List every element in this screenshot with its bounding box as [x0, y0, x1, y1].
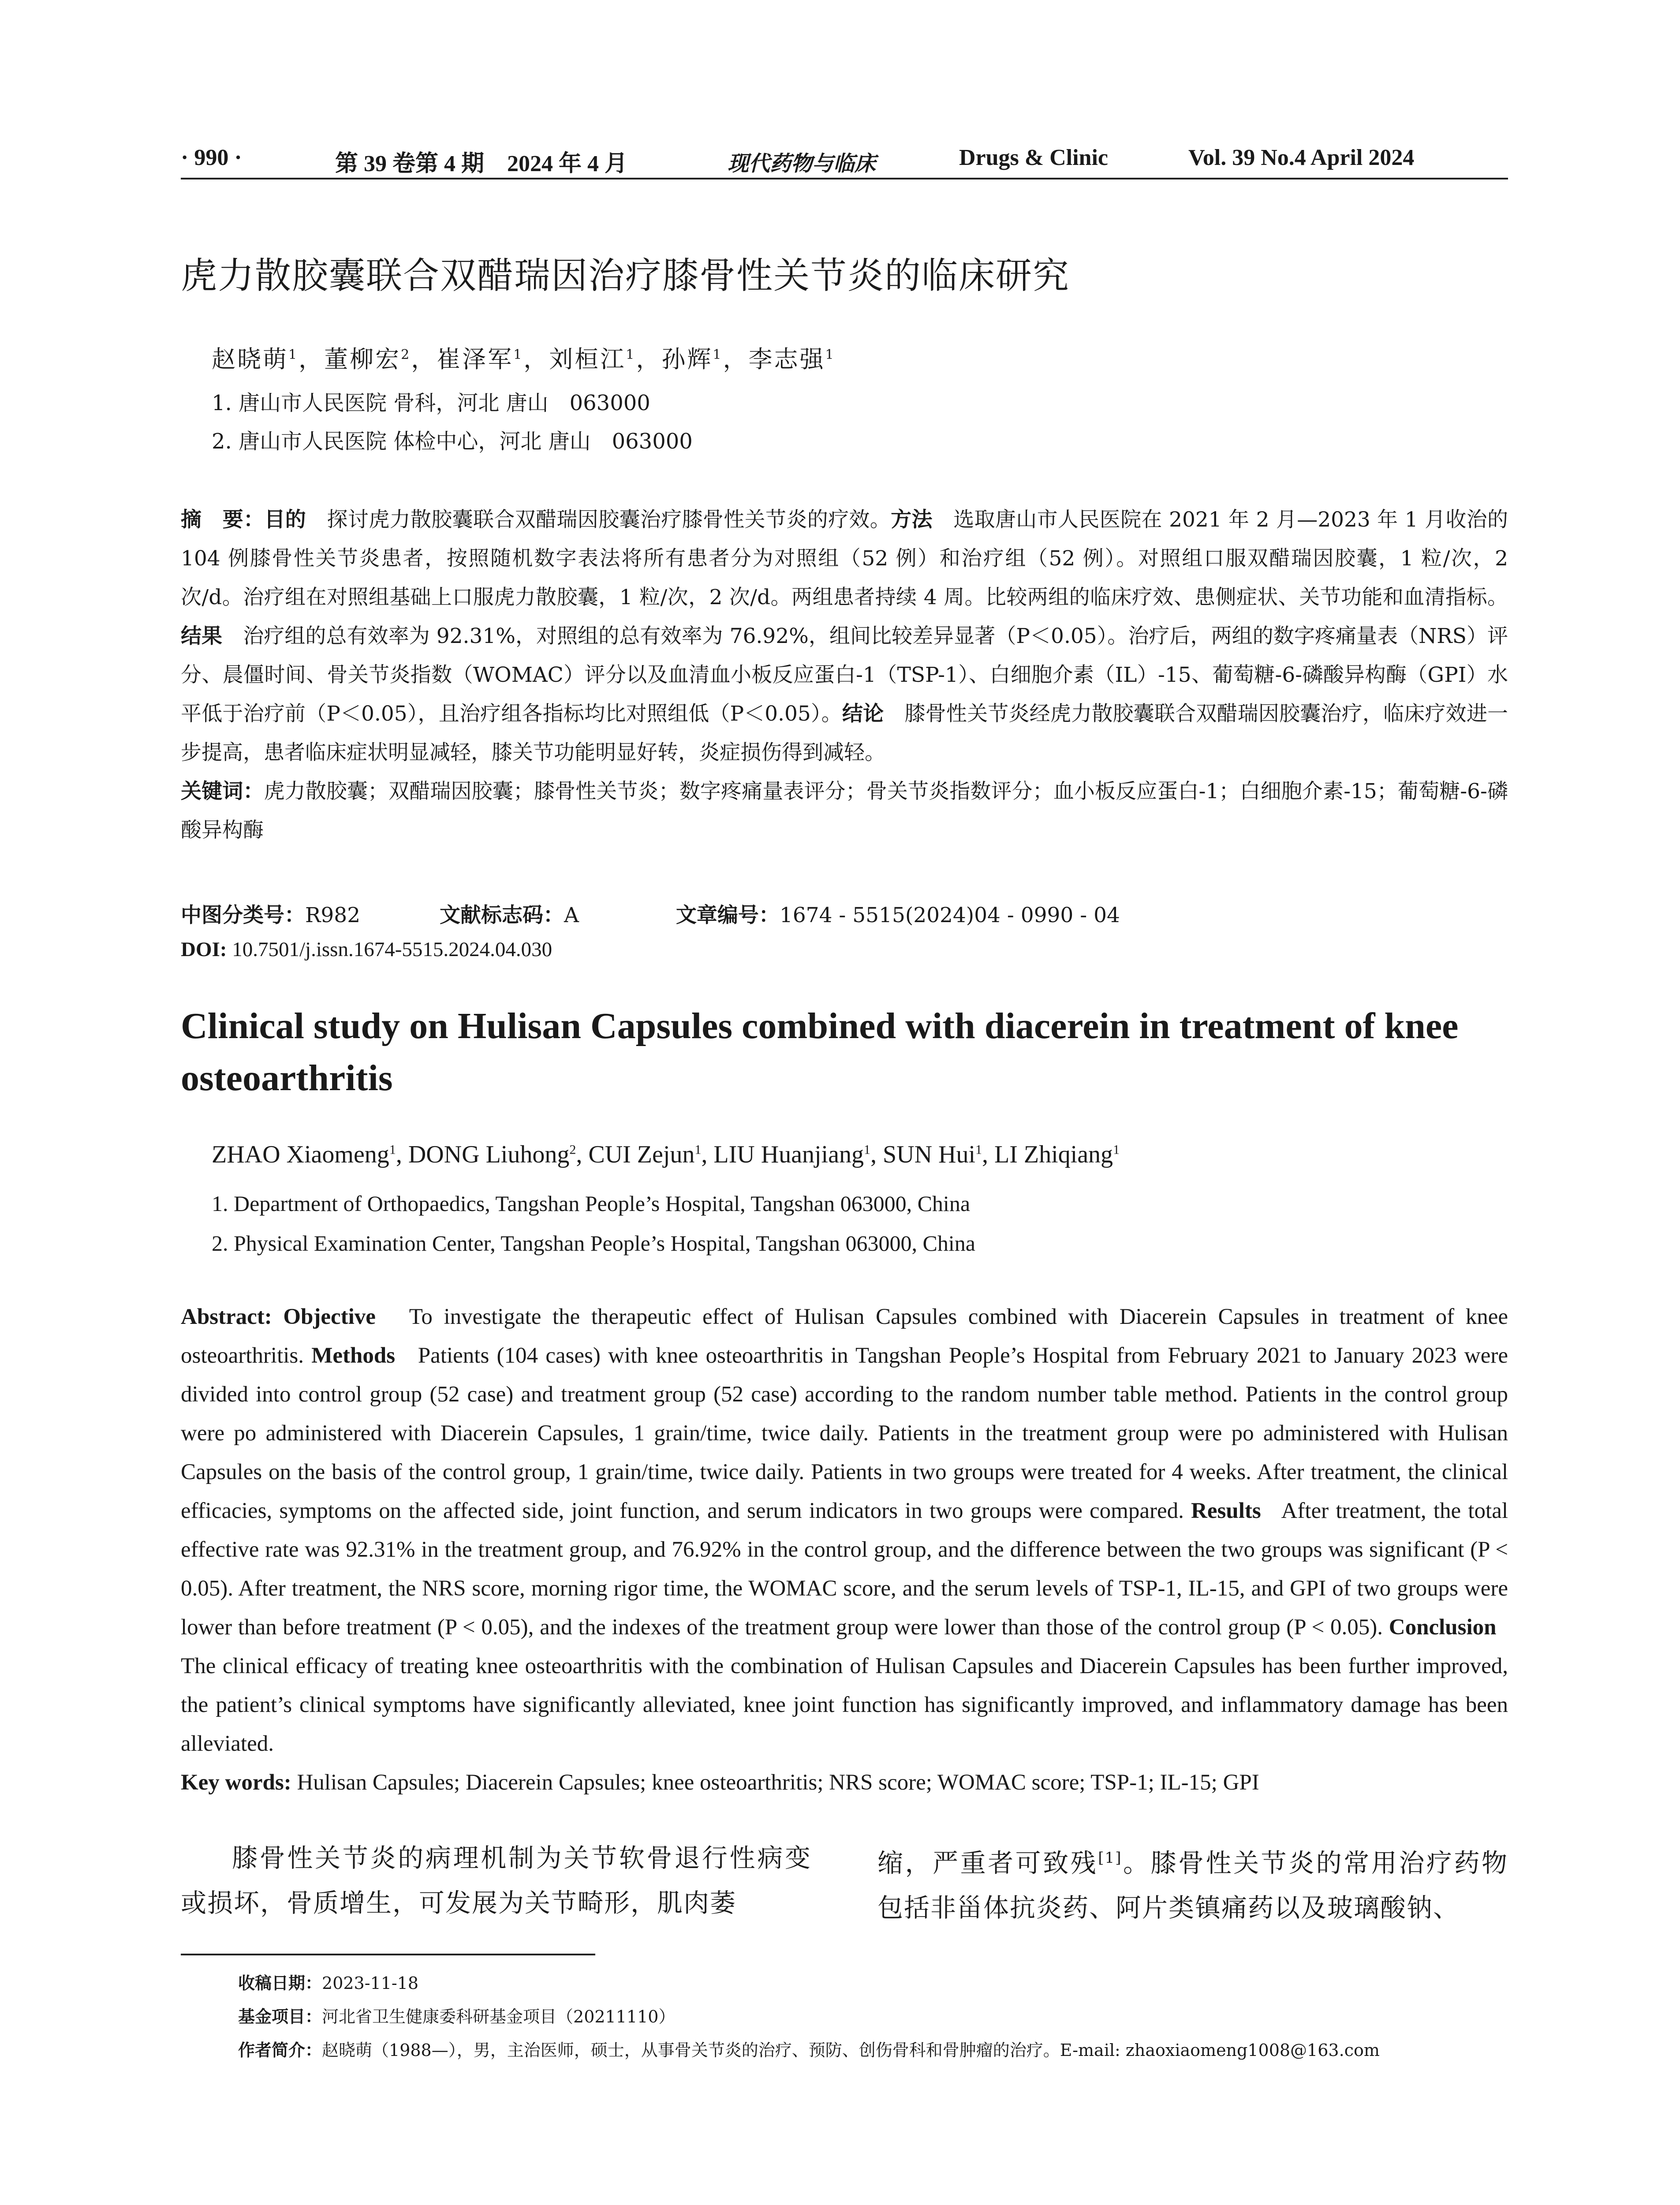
- page-number: · 990 ·: [181, 145, 242, 170]
- volume-en: Vol. 39 No.4 April 2024: [1188, 145, 1415, 170]
- english-authors: ZHAO Xiaomeng$^1$, DONG Liuhong$^2$, CUI Zejun$^1$, LIU Huanjiang$^1$, SUN Hui$^1$, LI Zhiqiang$^1$: [212, 1141, 1120, 1168]
- header-rule: [181, 178, 1508, 179]
- body-text-right-column: 缩，严重者可致残[1]。膝骨性关节炎的常用治疗药物包括非甾体抗炎药、阿片类镇痛药以及玻璃酸钠、: [877, 1848, 1508, 1923]
- chinese-authors: 赵晓萌$^1$，董柳宏$^2$，崔泽军$^1$，刘桓江$^1$，孙辉$^1$，李志强$^1$: [212, 345, 836, 373]
- running-header: [181, 140, 1508, 176]
- classification-line: 中图分类号：R982 文献标志码：A 文章编号：1674 - 5515(2024)04 - 0990 - 04: [181, 903, 1120, 927]
- journal-name-en: Drugs & Clinic: [959, 145, 1108, 170]
- chinese-affiliation-2: 2. 唐山市人民医院 体检中心，河北 唐山 063000: [212, 429, 693, 454]
- english-affiliation-2: 2. Physical Examination Center, Tangshan People’s Hospital, Tangshan 063000, China: [212, 1231, 975, 1256]
- journal-name-cn: 现代药物与临床: [728, 151, 876, 176]
- doi-line: DOI: 10.7501/j.issn.1674-5515.2024.04.030: [181, 938, 553, 961]
- english-abstract: Abstract: Objective To investigate the therapeutic effect of Hulisan Capsules combined with Diacerein Capsules in treatment of knee osteoarthritis. Methods Patients (104 cases) with knee osteoarthritis in Tangshan People’s Hospital from February 2021 to January 2023 were divided into control group (52 case) and treatment group (52 case) according to the random number table method. Patients in the control group were po administered with Diacerein Capsules, 1 grain/time, twice daily. Patients in the treatment group were po administered with Hulisan Capsules on the basis of the control group, 1 grain/time, twice daily. Patients in two groups were treated for 4 weeks. After treatment, the clinical efficacies, symptoms on the affected side, joint function, and serum indicators in two groups were compared. Results After treatment, the total effective rate was 92.31% in the treatment group, and 76.92% in the control group, and the difference between the two groups was significant (P < 0.05). After treatment, the NRS score, morning rigor time, the WOMAC score, and the serum levels of TSP-1, IL-15, and GPI of two groups were lower than before treatment (P < 0.05), and the indexes of the treatment group were lower than those of the control group (P < 0.05). Conclusion The clinical efficacy of treating knee osteoarthritis with the combination of Hulisan Capsules and Diacerein Capsules has been further improved, the patient’s clinical symptoms have significantly alleviated, knee joint function has significantly improved, and inflammatory damage has been alleviated. Key words: Hulisan Capsules; Diacerein Capsules; knee osteoarthritis; NRS score; WOMAC score; TSP-1; IL-15; GPI: [181, 1304, 1508, 1795]
- footnote-author: 作者简介：赵晓萌（1988—），男，主治医师，硕士，从事骨关节炎的治疗、预防、创伤骨科和骨肿瘤的治疗。E-mail: zhaoxiaomeng1008@163.com: [238, 2041, 1380, 2060]
- chinese-title: 虎力散胶囊联合双醋瑞因治疗膝骨性关节炎的临床研究: [181, 255, 1070, 297]
- chinese-affiliation-1: 1. 唐山市人民医院 骨科，河北 唐山 063000: [212, 391, 650, 415]
- volume-cn: 第 39 卷第 4 期 2024 年 4 月: [335, 151, 628, 176]
- chinese-abstract: 摘 要：目的 探讨虎力散胶囊联合双醋瑞因胶囊治疗膝骨性关节炎的疗效。方法 选取唐山市人民医院在 2021 年 2 月—2023 年 1 月收治的 104 例膝骨性关节炎患者，按照随机数字表法将所有患者分为对照组（52 例）和治疗组（52 例）。对照组口服双醋瑞因胶囊，1 粒/次，2 次/d。治疗组在对照组基础上口服虎力散胶囊，1 粒/次，2 次/d。两组患者持续 4 周。比较两组的临床疗效、患侧症状、关节功能和血清指标。结果 治疗组的总有效率为 92.31%，对照组的总有效率为 76.92%，组间比较差异显著（P＜0.05）。治疗后，两组的数字疼痛量表（NRS）评分、晨僵时间、骨关节炎指数（WOMAC）评分以及血清血小板反应蛋白-1（TSP-1）、白细胞介素（IL）-15、葡萄糖-6-磷酸异构酶（GPI）水平低于治疗前（P＜0.05），且治疗组各指标均比对照组低（P＜0.05）。结论 膝骨性关节炎经虎力散胶囊联合双醋瑞因胶囊治疗，临床疗效进一步提高，患者临床症状明显减轻，膝关节功能明显好转，炎症损伤得到减轻。 关键词：虎力散胶囊；双醋瑞因胶囊；膝骨性关节炎；数字疼痛量表评分；骨关节炎指数评分；血小板反应蛋白-1；白细胞介素-15；葡萄糖-6-磷酸异构酶: [181, 508, 1508, 842]
- footnote-rule: [181, 1954, 595, 1955]
- english-keywords: Hulisan Capsules; Diacerein Capsules; knee osteoarthritis; NRS score; WOMAC score; TSP-1; IL-15; GPI: [297, 1770, 1259, 1795]
- body-text-left-column: 膝骨性关节炎的病理机制为关节软骨退行性病变或损坏，骨质增生，可发展为关节畸形，肌肉萎: [181, 1843, 811, 1918]
- footnote-fund: 基金项目：河北省卫生健康委科研基金项目（20211110）: [238, 2007, 676, 2026]
- chinese-keywords: 虎力散胶囊；双醋瑞因胶囊；膝骨性关节炎；数字疼痛量表评分；骨关节炎指数评分；血小板反应蛋白-1；白细胞介素-15；葡萄糖-6-磷酸异构酶: [181, 779, 1508, 842]
- citation-ref: [1]: [1098, 1849, 1122, 1867]
- english-title: Clinical study on Hulisan Capsules combined with diacerein in treatment of knee osteoarthritis: [181, 1005, 1459, 1099]
- english-affiliation-1: 1. Department of Orthopaedics, Tangshan People’s Hospital, Tangshan 063000, China: [212, 1191, 971, 1216]
- footnote-received: 收稿日期：2023-11-18: [238, 1973, 419, 1993]
